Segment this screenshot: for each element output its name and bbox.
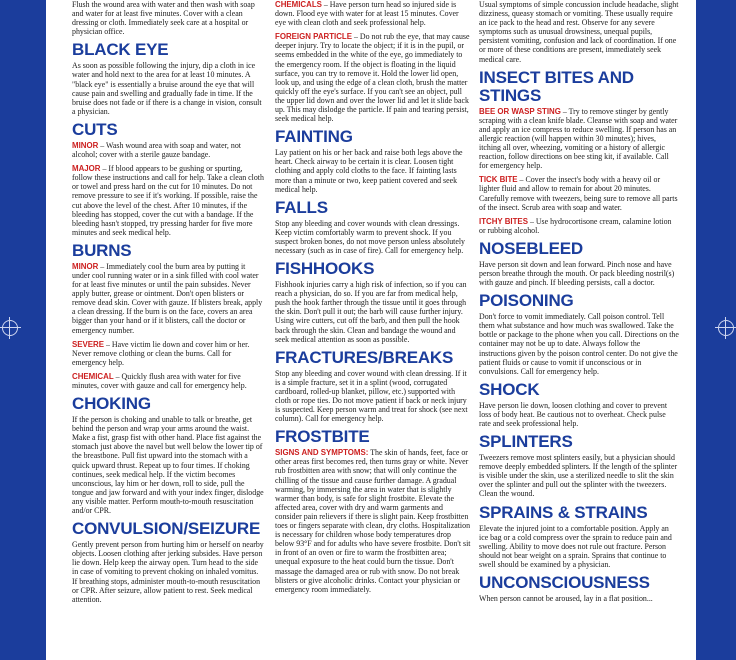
heading-fainting: FAINTING — [275, 127, 353, 147]
heading-sprains: SPRAINS & STRAINS — [479, 502, 648, 522]
itchy-bites — [479, 217, 679, 235]
eye-chemicals-label: CHEMICALS — [275, 0, 322, 9]
heading-shock: SHOCK — [479, 379, 540, 399]
tick-bite — [479, 175, 679, 211]
bee-sting-label: BEE OR WASP STING — [479, 106, 561, 116]
tick-bite-label: TICK BITE — [479, 175, 518, 185]
cuts-major-text: – If blood appears to be gushing or spurting, follow these instructions and call for help. Take a clean cloth or towel and press hard on the cut for 10 minutes. Do not remove pressure to see if it's working. If possible, raise the cut above the level of the chest. After 10 minutes, if the bleeding has stopped, cover the cut with a bandage. If the bleeding hasn't stopped, try pressing harder for five more minutes and seek medical help. — [72, 164, 264, 237]
burns-severe-label: SEVERE — [72, 339, 105, 349]
cuts-minor-text: – Wash wound area with soap and water, not alcohol; cover with a sterile gauze bandage. — [72, 140, 241, 160]
column-left — [72, 0, 264, 660]
heading-convulsion: CONVULSION/SEIZURE — [72, 519, 261, 539]
splinters-text: Tweezers remove most splinters easily, but a physician should remove deeply embedded splinters. If the length of the splinter is visible under the skin, use a sterilized needle to slit the skin over the splinter and pull out the splinter with the tweezers. Clean the wound. — [479, 453, 678, 499]
concussion-intro-text: Usual symptoms of simple concussion include headache, slight dizziness, queasy stomach or vomiting. These usually require an ice pack to the head and rest. Observe for any severe symptoms such as unusual drowsiness, unequal pupils, persistent vomiting, confusion and lack of coordination. If one or more of these conditions are present, immediately seek medical care. — [479, 0, 679, 64]
heading-frostbite: FROSTBITE — [275, 427, 370, 447]
fainting-text: Lay patient on his or her back and raise both legs above the heart. Check airway to be certain it is clear. Loosen tight clothing and apply cold cloths to the face. If fainting lasts more than a minute or two, keep patient covered and seek medical help. — [275, 148, 463, 194]
frostbite-signs-label: SIGNS AND SYMPTOMS: — [275, 448, 369, 458]
bee-sting — [479, 107, 679, 171]
heading-falls: FALLS — [275, 197, 328, 217]
burns-chemical-text: – Quickly flush area with water for five minutes, cover with gauze and call for emergency help. — [72, 371, 247, 390]
heading-burns: BURNS — [72, 240, 132, 260]
heading-nosebleed: NOSEBLEED — [479, 238, 583, 258]
frostbite-signs-text: The skin of hands, feet, face or other areas first becomes red, then turns gray or white. Never rub frostbitten area with snow; that will only continue the chilling of the tissue and cause further damage. A gradual warming, by immersing the area in water that is slightly warmer than body, is safe for slight frostbite. Elevate the affected area, cover with dry and warm garments and consider pain relievers if there is slight pain. Keep frostbitten toes or fingers separate with clean, dry cloths. Hospitalization is necessary for children whose body temperatures drop below 93°F and for adults who have severe frostbite. Don't sit in front of an oven or fire to warm the frostbitten area; unequal exposure to the heat could burn the tissue. Don't massage the damaged area or rub with snow. Do not break blisters or give alcoholic drinks. Contact your physician or emergency room immediately. — [275, 448, 471, 594]
registration-mark-icon — [2, 320, 18, 336]
first-aid-chart-page — [46, 0, 696, 660]
foreign-particle-label: FOREIGN PARTICLE — [275, 32, 353, 42]
bee-sting-text: – Try to remove stinger by gently scraping with a clean knife blade. Cleanse with soap and water and apply an ice compress to reduce swelling. If person has an allergic reaction (will happen within 30 minutes); hives, itching all over, wheezing, vomiting or a history of allergic reaction, follow directions on bee sting kit, if available. Call for emergency help. — [479, 106, 678, 171]
heading-fractures: FRACTURES/BREAKS — [275, 347, 454, 367]
choking-text: If the person is choking and unable to talk or breathe, get behind the person and wrap your arms around the waist. Make a fist, grasp fist with other hand. Place fist against the stomach just above the navel but well below the lower tip of the breastbone. Pull fist upward into the stomach with a quick upward thrust. Repeat up to four times. If choking continues, seek medical help. If the victim becomes unconscious, lay him or her down, roll to side, pull the tongue and jaw forward and with your index finger, dislodge any visible matter. Perform mouth-to-mouth resuscitation and/or CPR. — [72, 415, 264, 516]
cuts-major-label: MAJOR — [72, 164, 101, 174]
burns-chemical-label: CHEMICAL — [72, 371, 114, 381]
falls-text: Stop any bleeding and cover wounds with clean dressings. Keep victim comfortably warm to prevent shock. If you suspect broken bones, do not move person unless absolutely necessary (such as in case of fire). Call for emergency help. — [275, 218, 466, 255]
wound-intro-text: Flush the wound area with water and then wash with soap and water for at least five minutes. Cover with a clean dressing or cloth. Immediately seek care at a hospital or physician office. — [72, 0, 255, 37]
black-eye-text: As soon as possible following the injury, dip a cloth in ice water and hold next to the area for at least 10 minutes. A "black eye" is essentially a bruise around the eye that will cause pain and swelling and gradually fade in time. If the bruise does not fade or if there is a change in vision, consult a physician. — [72, 61, 262, 116]
burns-severe-text: – Have victim lie down and cover him or her. Never remove clothing or clean the burns. Call for emergency help. — [72, 339, 250, 367]
heading-splinters: SPLINTERS — [479, 432, 573, 452]
fishhooks-text: Fishhook injuries carry a high risk of infection, so if you can reach a physician, do so. If you are far from medical help, push the hook farther through the tissue until it goes through the skin. Don't pull it out; the barb will cause further injury. Using wire cutters, cut off the barb, and then pull the hook back through the skin. Clean and bandage the wound and seek medical attention as soon as possible. — [275, 280, 467, 344]
eye-chemicals — [275, 0, 471, 27]
unconsciousness-text: When person cannot be aroused, lay in a flat position... — [479, 594, 653, 604]
heading-black-eye: BLACK EYE — [72, 40, 169, 60]
tick-bite-text: – Cover the insect's body with a heavy oil or lighter fluid and allow to remain for about 20 minutes. Carefully remove with tweezers, being sure to remove all parts of the insect. Scrub area with soap and water. — [479, 175, 678, 212]
burns-minor — [72, 262, 264, 335]
fractures-text: Stop any bleeding and cover wound with clean dressing. If it is a simple fracture, set it in a splint (wood, corrugated cardboard, rolled-up blanket, pillow, etc.) supported with cloth or rope ties. Do not move patient if back or neck injury is suspected. Keep person warm and treat for shock (see next column). Call for emergency help. — [275, 368, 468, 424]
heading-unconsciousness: UNCONSCIOUSNESS — [479, 573, 650, 593]
frostbite-signs — [275, 448, 471, 594]
eye-foreign-particle — [275, 32, 471, 123]
cuts-major — [72, 164, 264, 237]
itchy-bites-text: – Use hydrocortisone cream, calamine lotion or rubbing alcohol. — [479, 216, 672, 235]
column-right — [479, 0, 679, 660]
shock-text: Have person lie down, loosen clothing and cover to prevent loss of body heat. Be cautious not to overheat. Check pulse rate and seek professional help. — [479, 400, 668, 428]
nosebleed-text: Have person sit down and lean forward. Pinch nose and have person breathe through the mouth. Or pack bleeding nostril(s) with gauze and pinch. If bleeding persists, call a doctor. — [479, 259, 675, 288]
cuts-minor-label: MINOR — [72, 140, 99, 150]
heading-fishhooks: FISHHOOKS — [275, 259, 375, 279]
burns-minor-label: MINOR — [72, 261, 99, 271]
heading-choking: CHOKING — [72, 394, 151, 414]
itchy-bites-label: ITCHY BITES — [479, 216, 528, 226]
burns-chemical — [72, 372, 264, 390]
foreign-particle-text: – Do not rub the eye, that may cause deeper injury. Try to locate the object; if it is in the pupil, or seems embedded in the white of the eye, go immediately to the emergency room. If the object is floating in the liquid surface, you can try to remove it. Hold the lower lid open, look up, and using the edge of a clean cloth, brush the matter quickly off the eye's surface. If you can't see an object, pull the upper lid down and over the lower lid and let it slide back up. This may dislodge the particle. If pain and tearing persist, seek medical help. — [275, 32, 470, 124]
heading-cuts: CUTS — [72, 119, 118, 139]
heading-poisoning: POISONING — [479, 291, 574, 311]
convulsion-text: Gently prevent person from hurting him or herself on nearby objects. Loosen clothing after jerking subsides. Have person lie down. Help keep the airway open. Turn head to the side in case of vomiting to prevent choking on inhaled vomitus. If breathing stops, administer mouth-to-mouth resuscitation or CPR. After seizure, allow patient to rest. Seek medical attention. — [72, 540, 264, 604]
heading-insect-bites: INSECT BITES AND STINGS — [479, 67, 634, 105]
cuts-minor — [72, 141, 264, 159]
registration-mark-icon — [718, 320, 734, 336]
burns-minor-text: – Immediately cool the burn area by putting it under cool running water or in a sink filled with cool water for at least five minutes or until the pain subsides. Never apply butter, grease or ointment. Don't open blisters or remove dead skin. Cover with gauze. If blisters break, apply a clean dressing. If the burn is on the face, covers an area bigger than your hand or if it blisters, call the doctor or emergency number. — [72, 261, 263, 335]
eye-chemicals-text: – Have person turn head so injured side is down. Flood eye with water for at least 15 minutes. Cover eye with clean cloth and seek professional help. — [275, 0, 459, 28]
burns-severe — [72, 340, 264, 367]
column-middle — [275, 0, 471, 660]
poisoning-text: Don't force to vomit immediately. Call poison control. Tell them what substance and how much was swallowed. Take the bottle or package to the phone when you call. Directions on the container may not be up to date. Always follow the instructions given by the poison control center. Do not give the patient fluids or cause to vomit if unconscious or in convulsions. Call for emergency help. — [479, 312, 679, 376]
sprains-text: Elevate the injured joint to a comfortable position. Apply an ice bag or a cold compress over the sprain to reduce pain and swelling. Ability to move does not rule out fracture. Person should not bear weight on a sprain. Sprains that continue to swell should be examined by a physician. — [479, 523, 672, 569]
